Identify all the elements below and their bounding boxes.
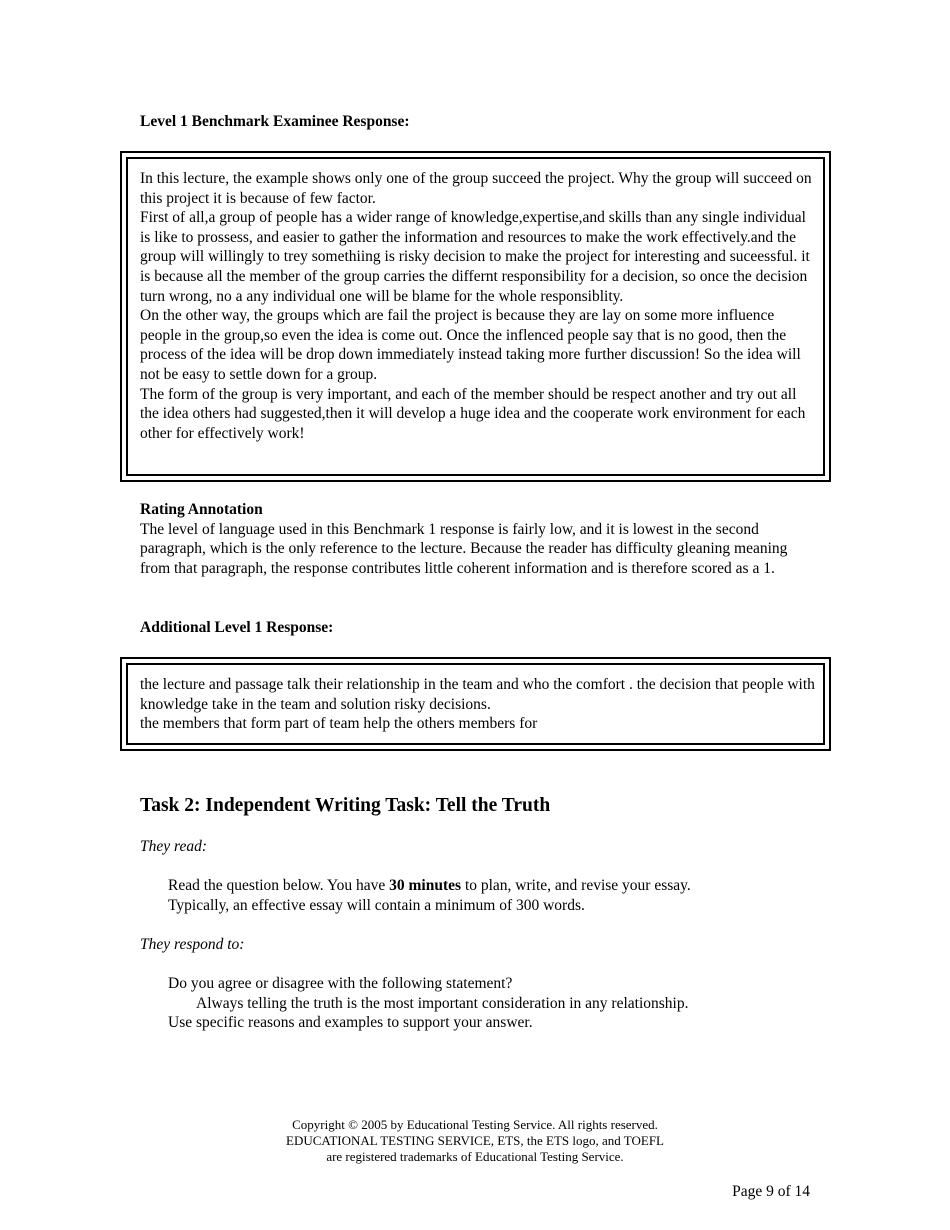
respond-line-1: Do you agree or disagree with the following statement? [168, 975, 513, 992]
footer-line-1: Copyright © 2005 by Educational Testing Service. All rights reserved. [292, 1117, 658, 1132]
footer-line-3: are registered trademarks of Educational Testing Service. [326, 1149, 624, 1164]
benchmark-paragraph-1: In this lecture, the example shows only one of the group succeed the project. Why the group will succeed on this project it is because of few factor. [140, 170, 812, 207]
read-line-2: Typically, an effective essay will contain a minimum of 300 words. [168, 896, 585, 914]
additional-paragraph-2: the members that form part of team help the others members for [140, 715, 538, 733]
additional-response-text [140, 675, 815, 734]
respond-statement: Always telling the truth is the most important consideration in any relationship. [196, 994, 689, 1012]
page-number: Page 9 of 14 [732, 1183, 810, 1200]
they-read-label: They read: [140, 838, 208, 855]
read-line-1-bold: 30 minutes [389, 877, 462, 894]
rating-annotation [140, 500, 815, 578]
benchmark-response-text [140, 169, 815, 443]
benchmark-paragraph-4: The form of the group is very important, and each of the member should be respect another and try out all the idea others had suggested,then it will develop a huge idea and the cooperate work environment for each other for effectively work! [140, 385, 806, 442]
benchmark-paragraph-3: On the other way, the groups which are fail the project is because they are lay on some more influence people in the group,so even the idea is come out. Once the inflenced people say that is no good, then the process of the idea will be drop down immediately instead taking more further discussion! So the idea will not be easy to settle down for a group. [140, 307, 801, 383]
copyright-footer [0, 1117, 950, 1165]
read-instructions [168, 876, 828, 915]
respond-line-3: Use specific reasons and examples to support your answer. [168, 1014, 533, 1032]
they-respond-label: They respond to: [140, 936, 245, 953]
respond-prompt [168, 974, 828, 1033]
benchmark-paragraph-2: First of all,a group of people has a wider range of knowledge,expertise,and skills than any single individual is like to prossess, and easier to gather the information and resources to make the work effectively.and the group will willingly to trey somethiing is risky decision to make the project for interesting and suceessful. it is because all the member of the group carries the differnt responsibility for a decision, so once the decision turn wrong, no a any individual one will be blame for the whole responsiblity. [140, 209, 810, 305]
rating-annotation-heading: Rating Annotation [140, 501, 263, 518]
footer-line-2: EDUCATIONAL TESTING SERVICE, ETS, the ETS logo, and TOEFL [286, 1133, 664, 1148]
rating-annotation-text: The level of language used in this Benchmark 1 response is fairly low, and it is lowest in the second paragraph, which is the only reference to the lecture. Because the reader has difficulty gleaning meaning from that paragraph, the response contributes little coherent information and is therefore scored as a 1. [140, 520, 788, 577]
additional-paragraph-1: the lecture and passage talk their relationship in the team and who the comfort . the decision that people with knowledge take in the team and solution risky decisions. [140, 676, 815, 713]
task2-title: Task 2: Independent Writing Task: Tell the Truth [140, 795, 551, 816]
additional-response-heading: Additional Level 1 Response: [140, 619, 334, 636]
level1-heading: Level 1 Benchmark Examinee Response: [140, 113, 410, 130]
read-line-1-before: Read the question below. You have [168, 877, 390, 894]
read-line-1-after: to plan, write, and revise your essay. [461, 877, 691, 894]
read-line-1 [168, 876, 828, 896]
